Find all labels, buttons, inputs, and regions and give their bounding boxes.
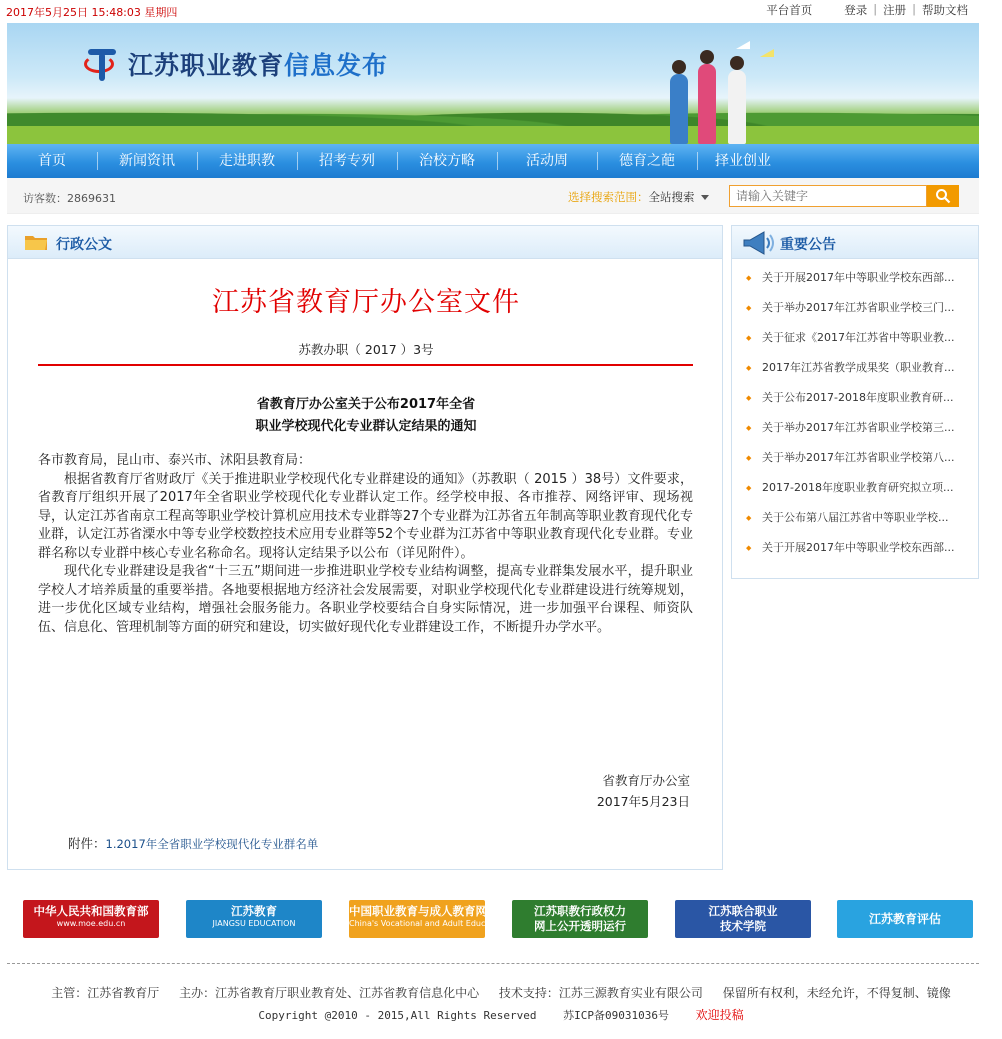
header-banner	[7, 23, 979, 144]
footer-organizer: 主办：江苏省教育厅职业教育处、江苏省教育信息化中心	[179, 986, 480, 1000]
partner-union-college[interactable]: 江苏联合职业 技术学院	[675, 900, 811, 938]
announcement-list	[732, 259, 978, 563]
nav-about-vocational[interactable]: 走进职教	[197, 144, 297, 178]
platform-home-link[interactable]: 平台首页	[766, 3, 813, 17]
list-item[interactable]: ◆ 关于举办2017年江苏省职业学校三门...	[732, 293, 978, 323]
chevron-down-icon	[701, 195, 709, 200]
announcements-panel	[731, 225, 979, 579]
paragraph: 根据省教育厅省财政厅《关于推进职业学校现代化专业群建设的通知》（苏教职（ 2015 ）38号）文件要求，省教育厅组织开展了2017年全省职业学校现代化专业群认定工作。经学校申报、各市推荐、网络评审、现场视导，认定江苏省南京工程高等职业学校计算机应用技术专业群等27个专业群为江苏省五年制高等职业教育现代化专业群，认定江苏省溧水中等专业学校数控技术应用专业群等52个专业群为江苏省中等职业教育现代化专业群。专业群名称以专业群中核心专业名称命名。现将认定结果予以公布（详见附件）。	[38, 471, 693, 561]
contribute-link[interactable]: 欢迎投稿	[695, 1008, 744, 1022]
register-link[interactable]: 注册	[883, 3, 907, 17]
document-number: 苏教办职（ 2017 ）3号	[298, 342, 434, 357]
partner-links	[0, 900, 1002, 940]
login-link[interactable]: 登录	[844, 3, 868, 17]
notice-title: 省教育厅办公室关于公布2017年全省 职业学校现代化专业群认定结果的通知	[255, 397, 477, 434]
top-links	[760, 2, 974, 18]
search-button[interactable]	[927, 185, 959, 207]
grass-decoration	[7, 126, 979, 144]
footer-legal	[0, 1006, 1002, 1023]
partner-china-vocational[interactable]: 中国职业教育与成人教育网 China's Vocational and Adult Education	[349, 900, 485, 938]
article-panel	[7, 225, 723, 870]
red-divider	[38, 364, 693, 366]
list-item[interactable]: ◆ 2017-2018年度职业教育研究拟立项...	[732, 473, 978, 503]
search-input[interactable]	[729, 185, 927, 207]
site-name: 江苏职业教育信息发布	[128, 51, 389, 80]
nav-admissions[interactable]: 招考专列	[297, 144, 397, 178]
signature-block	[597, 770, 690, 812]
main-navigation	[7, 144, 979, 178]
search-range-select[interactable]	[568, 189, 709, 205]
list-item[interactable]: ◆ 关于举办2017年江苏省职业学校第八...	[732, 443, 978, 473]
list-item[interactable]: ◆ 关于举办2017年江苏省职业学校第三...	[732, 413, 978, 443]
document-title: 江苏省教育厅办公室文件	[212, 287, 520, 318]
current-datetime: 2017年5月25日 15:48:03 星期四	[6, 6, 178, 19]
tree-line-decoration	[7, 90, 979, 130]
partner-jiangsu-education[interactable]: 江苏教育 JIANGSU EDUCATION	[186, 900, 322, 938]
list-item[interactable]: ◆ 关于公布2017-2018年度职业教育研...	[732, 383, 978, 413]
separator: |	[912, 2, 916, 16]
list-item[interactable]: ◆ 关于征求《2017年江苏省中等职业教...	[732, 323, 978, 353]
nav-activity-week[interactable]: 活动周	[497, 144, 597, 178]
separator: |	[873, 2, 878, 16]
list-item[interactable]: ◆ 2017年江苏省教学成果奖（职业教育...	[732, 353, 978, 383]
footer-supervisor: 主管：江苏省教育厅	[51, 986, 160, 1000]
sign-date: 2017年5月23日	[596, 794, 690, 809]
footer-divider	[7, 963, 979, 964]
nav-careers[interactable]: 择业创业	[697, 144, 789, 178]
attachment-link[interactable]: 1.2017年全省职业学校现代化专业群名单	[105, 837, 319, 851]
list-item[interactable]: ◆ 关于开展2017年中等职业学校东西部...	[732, 533, 978, 563]
nav-school-governance[interactable]: 治校方略	[397, 144, 497, 178]
search-icon	[935, 188, 951, 204]
nav-home[interactable]: 首页	[38, 153, 66, 169]
footer-rights: 保留所有权利，未经允许，不得复制、镜像	[722, 986, 951, 1000]
icp-number[interactable]: 苏ICP备09031036号	[563, 1009, 669, 1022]
list-item[interactable]: ◆ 关于公布第八届江苏省中等职业学校...	[732, 503, 978, 533]
section-title: 行政公文	[56, 237, 112, 253]
nav-news[interactable]: 新闻资讯	[97, 144, 197, 178]
article-body	[38, 452, 693, 637]
logo-mark-icon	[82, 45, 122, 83]
partner-education-assessment[interactable]: 江苏教育评估	[837, 900, 973, 938]
attachment-label: 附件：	[68, 836, 106, 851]
paper-plane-icon	[760, 49, 774, 57]
paper-plane-icon	[736, 41, 750, 49]
announcements-title: 重要公告	[780, 237, 836, 253]
students-illustration	[662, 41, 772, 144]
partner-moe[interactable]: 中华人民共和国教育部 www.moe.edu.cn	[23, 900, 159, 938]
site-logo[interactable]	[82, 45, 388, 83]
search-range-value: 全站搜索	[648, 190, 695, 204]
search-range-label: 选择搜索范围：	[568, 190, 649, 204]
help-link[interactable]: 帮助文档	[922, 3, 968, 17]
announcements-header	[732, 226, 978, 259]
paragraph: 现代化专业群建设是我省“十三五”期间进一步推进职业学校专业结构调整，提高专业群集发展水平，提升职业学校人才培养质量的重要举措。各地要根据地方经济社会发展需要，对职业学校现代化专业群建设进行统筹规划，进一步优化区域专业结构，增强社会服务能力。各职业学校要结合自身实际情况，进一步加强平台课程、师资队伍、信息化、管理机制等方面的研究和建设，切实做好现代化专业群建设工作，不断提升办学水平。	[38, 564, 693, 635]
folder-icon	[24, 232, 48, 252]
footer-tech-support: 技术支持：江苏三源教育实业有限公司	[498, 986, 703, 1000]
article-panel-header	[8, 226, 722, 259]
salutation: 各市教育局，昆山市、泰兴市、沭阳县教育局：	[38, 453, 312, 468]
top-bar	[0, 0, 1002, 22]
megaphone-icon	[740, 230, 774, 256]
copyright: Copyright @2010 - 2015,All Rights Reserved	[258, 1009, 537, 1022]
attachment	[68, 834, 318, 852]
partner-admin-power[interactable]: 江苏职教行政权力 网上公开透明运行	[512, 900, 648, 938]
signer: 省教育厅办公室	[602, 773, 690, 788]
visitor-count: 访客数：2869631	[23, 192, 116, 205]
search-bar	[7, 178, 979, 214]
nav-moral-education[interactable]: 德育之葩	[597, 144, 697, 178]
footer-info	[0, 984, 1002, 1001]
list-item[interactable]: ◆ 关于开展2017年中等职业学校东西部...	[732, 263, 978, 293]
